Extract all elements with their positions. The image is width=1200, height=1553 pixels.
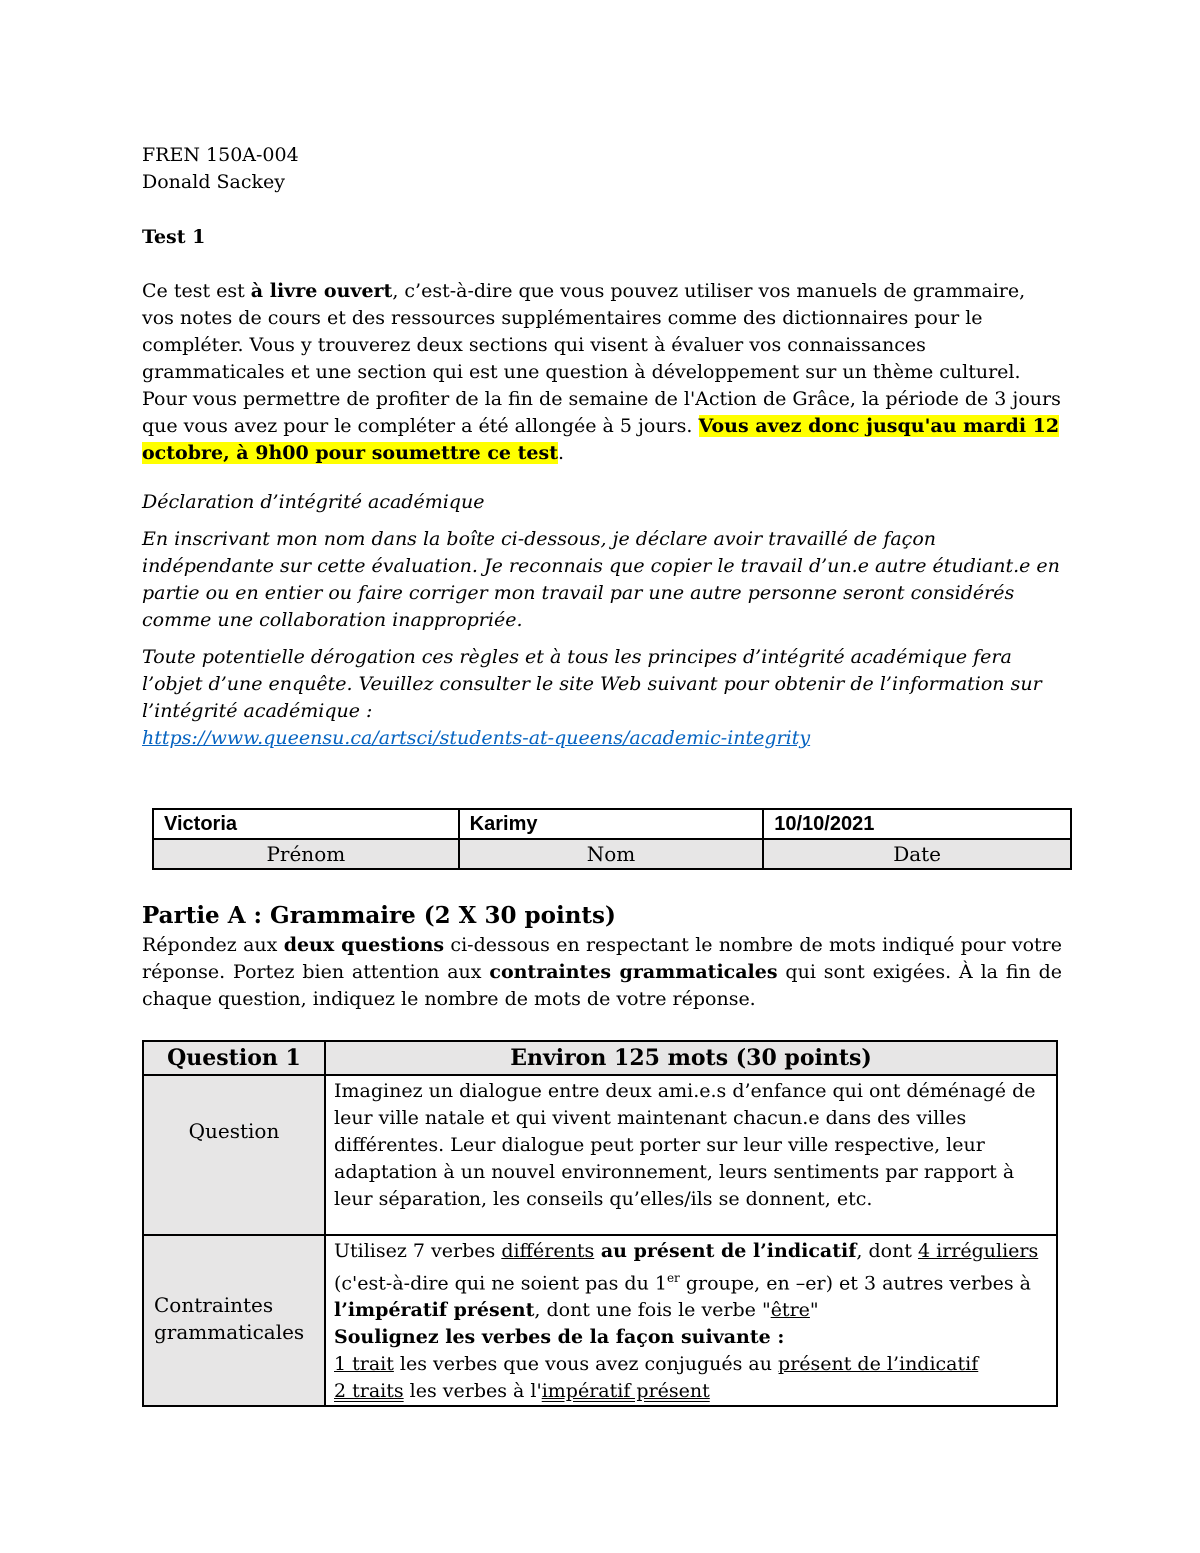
instructor-name: Donald Sackey <box>142 171 285 193</box>
question-1-table <box>142 1040 1058 1407</box>
test-title: Test 1 <box>142 226 206 248</box>
c-sup: er <box>666 1271 680 1285</box>
part-a-bold-2: contraintes grammaticales <box>489 961 778 983</box>
declaration-paragraph-1: En inscrivant mon nom dans la boîte ci-dessous, je déclare avoir travaillé de façon indépendante sur cette évaluation. Je reconnais que copier le travail d’un.e autre étudiant.e en partie ou en entier ou faire corriger mon travail par une autre personne seront considérés comme une collaboration inappropriée. <box>142 528 1060 631</box>
constraints-text <box>325 1235 1057 1406</box>
c-double-under: 2 traits <box>334 1380 404 1403</box>
c-text: groupe, en –er) et 3 autres verbes à <box>679 1272 1031 1295</box>
c-under: 1 trait <box>334 1353 394 1376</box>
open-book-text: à livre ouvert <box>250 280 393 302</box>
first-name-label: Prénom <box>153 839 459 869</box>
part-a-bold-1: deux questions <box>283 934 445 956</box>
c-under: différents <box>501 1240 595 1262</box>
declaration-paragraph-2 <box>142 644 1062 752</box>
c-text: les verbes à l' <box>403 1380 542 1403</box>
c-text: , dont une fois le verbe " <box>534 1299 771 1322</box>
c-double-under: impératif présent <box>541 1380 710 1403</box>
first-name-value[interactable]: Victoria <box>153 809 459 839</box>
part-a-text-3: qui sont exigées. À la fin de chaque question, indiquez le nombre de mots de votre réponse. <box>142 961 1063 1010</box>
c-text: " <box>809 1299 819 1322</box>
identity-table <box>152 808 1072 870</box>
date-value[interactable]: 10/10/2021 <box>763 809 1071 839</box>
question-1-words-header: Environ 125 mots (30 points) <box>325 1041 1057 1075</box>
intro-text: Ce test est <box>142 280 251 302</box>
constraints-label: Contraintes grammaticales <box>143 1235 325 1406</box>
part-a-text-1: Répondez aux <box>142 934 284 956</box>
part-a-section <box>142 900 1062 1013</box>
c-under: présent de l’indicatif <box>778 1353 979 1376</box>
integrity-link[interactable]: https://www.queensu.ca/artsci/students-at-queens/academic-integrity <box>142 727 811 749</box>
declaration-title: Déclaration d’intégrité académique <box>142 491 485 513</box>
question-label: Question <box>143 1075 325 1235</box>
c-bold: l’impératif présent <box>334 1299 535 1322</box>
c-text: (c'est-à-dire qui ne soient pas du 1 <box>334 1272 667 1295</box>
c-bold: au présent de l’indicatif <box>594 1240 857 1262</box>
intro-paragraph <box>142 278 1062 467</box>
part-a-instructions <box>142 932 1062 1013</box>
declaration-text: Toute potentielle dérogation ces règles et à tous les principes d’intégrité académique fera l’objet d’une enquête. Veuillez consulter le site Web suivant pour obtenir de l’information sur l’intégrité académique : <box>142 646 1042 722</box>
deadline-highlight: Vous avez donc jusqu'au mardi 12 octobre, à 9h00 pour soumettre ce test <box>142 415 1060 464</box>
intro-text-2: , c’est-à-dire que vous pouvez utiliser vos manuels de grammaire, vos notes de cours et des ressources supplémentaires comme des dictionnaires pour le compléter. Vous y trouverez deux sections qui visent à évaluer vos connaissances grammaticales et une section qui est une question à développement sur un thème culturel. Pour vous permettre de profiter de la fin de semaine de l'Action de Grâce, la période de 3 jours que vous avez pour le compléter a été allongée à 5 jours. <box>142 280 1061 437</box>
question-text: Imaginez un dialogue entre deux ami.e.s d’enfance qui ont déménagé de leur ville natale et qui vivent maintenant chacun.e dans des villes différentes. Leur dialogue peut porter sur leur ville respective, leur adaptation à un nouvel environnement, leurs sentiments par rapport à leur séparation, les conseils qu’elles/ils se donnent, etc. <box>325 1075 1057 1235</box>
c-under: 4 irréguliers <box>917 1240 1039 1262</box>
last-name-value[interactable]: Karimy <box>459 809 764 839</box>
course-code: FREN 150A-004 <box>142 144 299 166</box>
date-label: Date <box>763 839 1071 869</box>
c-bold: Soulignez les verbes de la façon suivante : <box>334 1326 785 1349</box>
part-a-text-2: ci-dessous en respectant le nombre de mots indiqué pour votre réponse. Portez bien attention aux <box>142 934 1062 983</box>
intro-end: . <box>557 442 565 464</box>
question-1-header: Question 1 <box>143 1041 325 1075</box>
part-a-title: Partie A : Grammaire (2 X 30 points) <box>142 902 616 929</box>
c-text: les verbes que vous avez conjugués au <box>393 1353 779 1376</box>
header-section <box>142 142 1062 752</box>
c-text: Utilisez 7 verbes <box>334 1240 502 1262</box>
c-text: , dont <box>856 1240 918 1262</box>
last-name-label: Nom <box>459 839 764 869</box>
c-under: être <box>770 1299 810 1322</box>
